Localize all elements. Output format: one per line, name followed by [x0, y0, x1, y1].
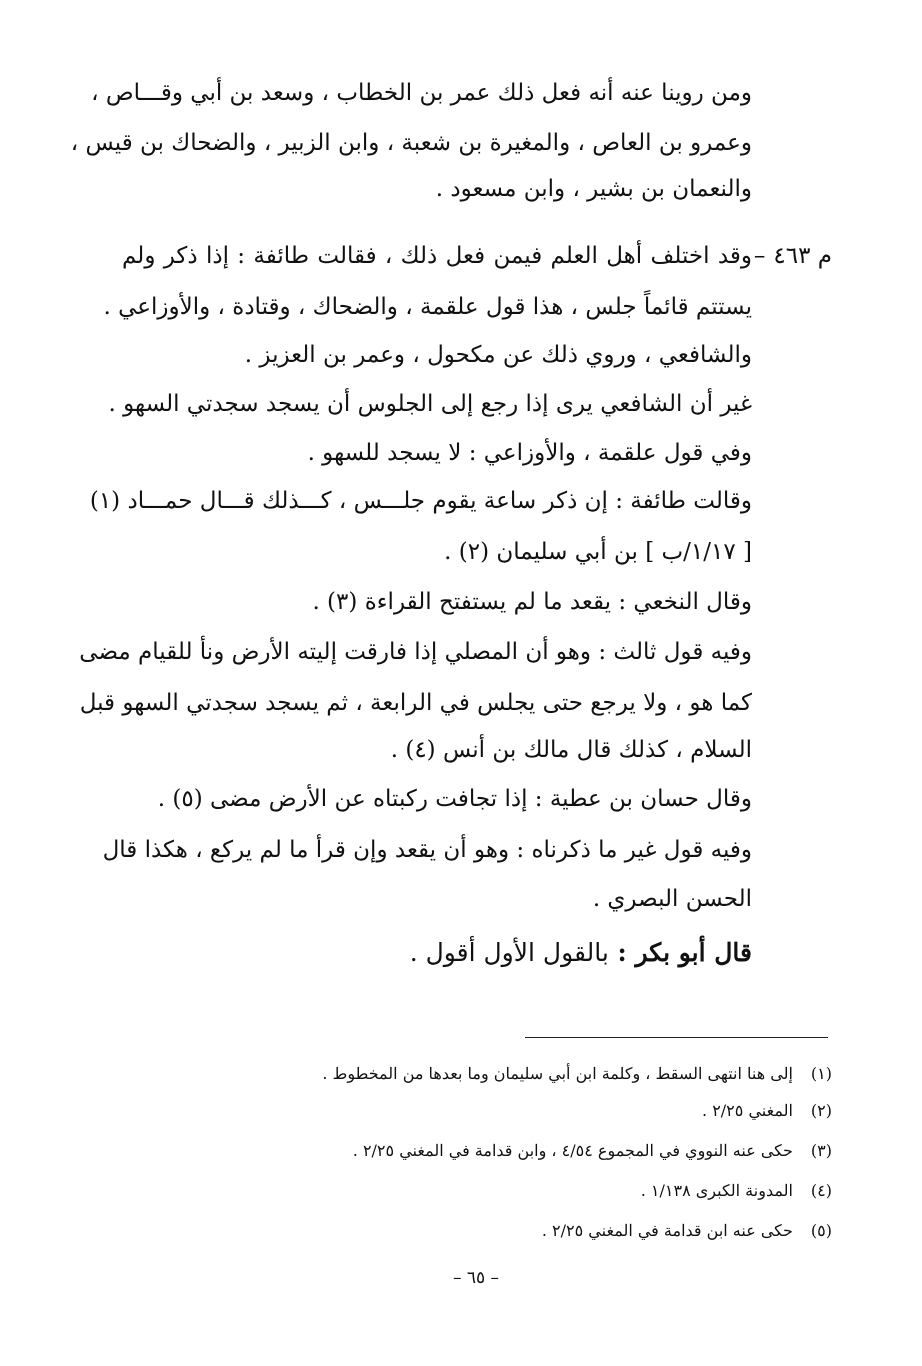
page-number: – ٦٥ – — [452, 1268, 500, 1288]
issue-line: وفي قول علقمة ، والأوزاعي : لا يسجد للسهو . — [307, 440, 752, 466]
footnote-text: المغني ٢/٢٥ . — [702, 1101, 793, 1120]
issue-line: غير أن الشافعي يرى إذا رجع إلى الجلوس أن يسجد سجدتي السهو . — [108, 391, 752, 417]
footnote — [152, 1220, 832, 1242]
body-line: والنعمان بن بشير ، وابن مسعود . — [435, 176, 752, 202]
footnote-number: (٣) — [810, 1141, 832, 1160]
conclusion-line — [122, 938, 752, 968]
issue-dash: – — [753, 243, 766, 269]
footnote-text: حكى عنه النووي في المجموع ٤/٥٤ ، وابن قدامة في المغني ٢/٢٥ . — [352, 1141, 793, 1160]
issue-line: وفيه قول ثالث : وهو أن المصلي إذا فارقت إليته الأرض ونأ للقيام مضى — [79, 639, 752, 665]
footnote-text: المدونة الكبرى ١/١٣٨ . — [640, 1181, 793, 1200]
footnote-number: (٥) — [810, 1221, 832, 1240]
issue-marker: م ٤٦٣ — [773, 243, 832, 269]
body-line: ومن روينا عنه أنه فعل ذلك عمر بن الخطاب ، وسعد بن أبي وقـــاص ، — [91, 80, 752, 106]
footnote — [152, 1180, 832, 1202]
issue-line: [ ١/١٧/ب ] بن أبي سليمان (٢) . — [444, 539, 752, 565]
issue-line: وقالت طائفة : إن ذكر ساعة يقوم جلـــس ، كـــذلك قـــال حمـــاد (١) — [89, 488, 752, 514]
issue-line: وقد اختلف أهل العلم فيمن فعل ذلك ، فقالت طائفة : إذا ذكر ولم — [122, 243, 752, 269]
issue-line: وقال النخعي : يقعد ما لم يستفتح القراءة (٣) . — [312, 589, 752, 615]
footnote-text: إلى هنا انتهى السقط ، وكلمة ابن أبي سليمان وما بعدها من المخطوط . — [322, 1064, 793, 1083]
issue-line: وقال حسان بن عطية : إذا تجافت ركبتاه عن الأرض مضى (٥) . — [157, 786, 752, 812]
footnote-number: (١) — [810, 1064, 832, 1083]
footnote — [152, 1063, 832, 1085]
issue-number — [752, 241, 832, 271]
issue-line: وفيه قول غير ما ذكرناه : وهو أن يقعد وإن قرأ ما لم يركع ، هكذا قال — [102, 837, 752, 863]
issue-line: يستتم قائماً جلس ، هذا قول علقمة ، والضحاك ، وقتادة ، والأوزاعي . — [103, 294, 752, 320]
footnote-number: (٢) — [810, 1101, 832, 1120]
footnote — [152, 1140, 832, 1162]
footnote-number: (٤) — [810, 1181, 832, 1200]
conclusion-text: بالقول الأول أقول . — [409, 938, 609, 967]
footnote-divider — [525, 1037, 828, 1038]
body-line: وعمرو بن العاص ، والمغيرة بن شعبة ، وابن الزبير ، والضحاك بن قيس ، — [70, 130, 752, 156]
issue-line: الحسن البصري . — [592, 886, 752, 912]
issue-line: والشافعي ، وروي ذلك عن مكحول ، وعمر بن العزيز . — [244, 342, 752, 368]
footnote — [152, 1100, 832, 1122]
footnote-text: حكى عنه ابن قدامة في المغني ٢/٢٥ . — [541, 1221, 793, 1240]
issue-line: السلام ، كذلك قال مالك بن أنس (٤) . — [390, 737, 752, 763]
conclusion-speaker: قال أبو بكر : — [617, 938, 752, 967]
issue-line: كما هو ، ولا يرجع حتى يجلس في الرابعة ، ثم يسجد سجدتي السهو قبل — [79, 690, 752, 716]
